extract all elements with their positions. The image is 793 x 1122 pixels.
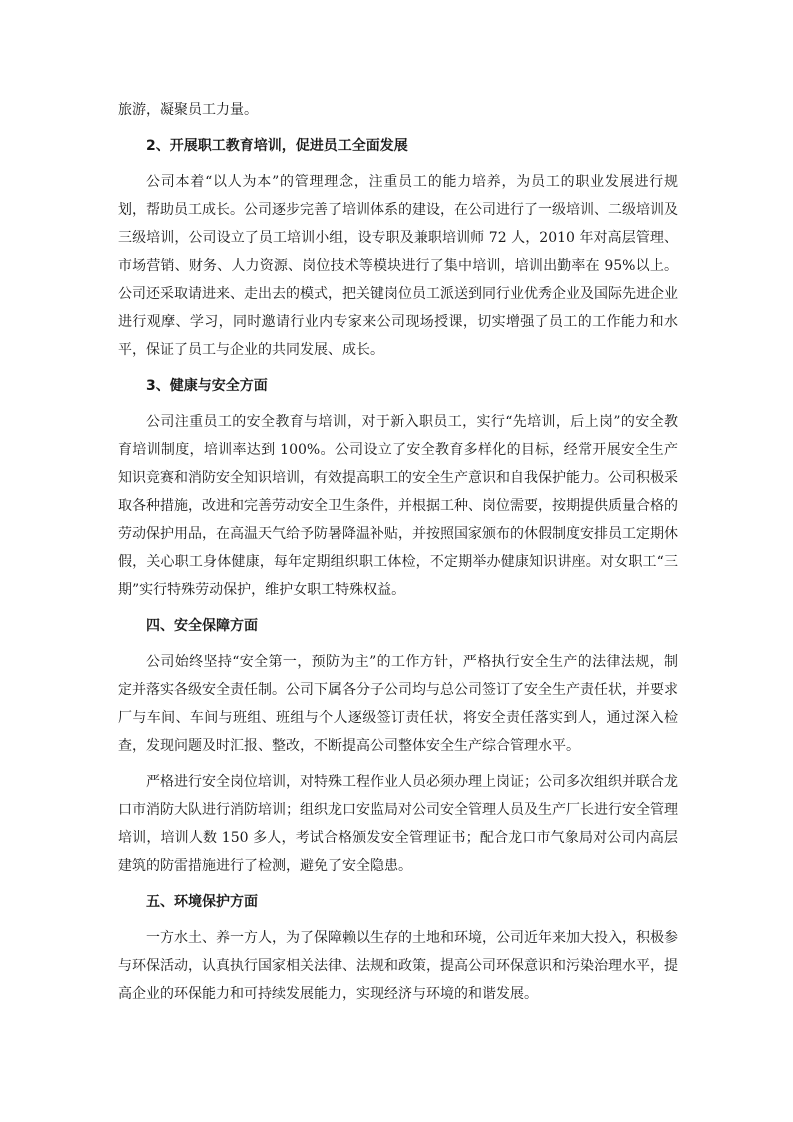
section-heading-safety-guarantee: 四、安全保障方面 bbox=[146, 618, 258, 634]
paragraph-training: 公司本着“以人为本”的管理理念，注重员工的能力培养，为员工的职业发展进行规划，帮助员工成长。公司逐步完善了培训体系的建设，在公司进行了一级培训、二级培训及三级培训，公司设立了员工培训小组，设专职及兼职培训师 72 人，2010 年对高层管理、市场营销、财务、人力资源、岗位技术等模块进行了集中培训，培训出勤率在 95%以上。公司还采取请进来、走出去的模式，把关键岗位员工派送到同行业优秀企业及国际先进企业进行观摩、学习，同时邀请行业内专家来公司现场授课，切实增强了员工的工作能力和水平，保证了员工与企业的共同发展、成长。 bbox=[118, 174, 678, 358]
paragraph-health-safety: 公司注重员工的安全教育与培训，对于新入职员工，实行“先培训，后上岗”的安全教育培训制度，培训率达到 100%。公司设立了安全教育多样化的目标，经常开展安全生产知识竞赛和消防安全知识培训，有效提高职工的安全生产意识和自我保护能力。公司积极采取各种措施，改进和完善劳动安全卫生条件，并根据工种、岗位需要，按期提供质量合格的劳动保护用品，在高温天气给予防暑降温补贴，并按照国家颁布的休假制度安排员工定期休假，关心职工身体健康，每年定期组织职工体检，不定期举办健康知识讲座。对女职工“三期”实行特殊劳动保护，维护女职工特殊权益。 bbox=[118, 414, 678, 598]
paragraph-safety-guarantee-1: 公司始终坚持“安全第一，预防为主”的工作方针，严格执行安全生产的法律法规，制定并落实各级安全责任制。公司下属各分子公司均与总公司签订了安全生产责任状，并要求厂与车间、车间与班组、班组与个人逐级签订责任状，将安全责任落实到人，通过深入检查，发现问题及时汇报、整改，不断提高公司整体安全生产综合管理水平。 bbox=[118, 654, 678, 754]
section-heading-health-safety: 3、健康与安全方面 bbox=[146, 378, 268, 394]
continued-paragraph: 旅游，凝聚员工力量。 bbox=[118, 102, 258, 118]
section-heading-environment: 五、环境保护方面 bbox=[146, 894, 258, 910]
paragraph-environment: 一方水土、养一方人，为了保障赖以生存的土地和环境，公司近年来加大投入，积极参与环保活动，认真执行国家相关法律、法规和政策，提高公司环保意识和污染治理水平，提高企业的环保能力和可持续发展能力，实现经济与环境的和谐发展。 bbox=[118, 930, 678, 1002]
document-page bbox=[118, 96, 678, 1016]
section-heading-training: 2、开展职工教育培训，促进员工全面发展 bbox=[146, 138, 408, 154]
paragraph-safety-guarantee-2: 严格进行安全岗位培训，对特殊工程作业人员必须办理上岗证；公司多次组织并联合龙口市消防大队进行消防培训；组织龙口安监局对公司安全管理人员及生产厂长进行安全管理培训，培训人数 150 多人，考试合格颁发安全管理证书；配合龙口市气象局对公司内高层建筑的防雷措施进行了检测，避免了安全隐患。 bbox=[118, 774, 678, 874]
